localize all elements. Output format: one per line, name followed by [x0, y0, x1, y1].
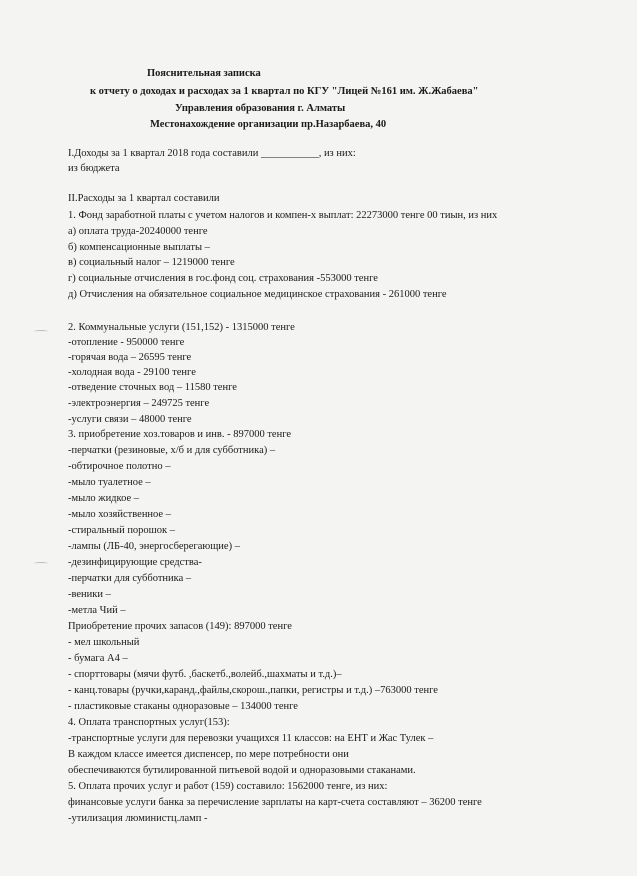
- text-line: а) оплата труда-20240000 тенге: [68, 226, 208, 237]
- text-line: II.Расходы за 1 квартал составили: [68, 193, 220, 204]
- text-line: -услуги связи – 48000 тенге: [68, 414, 192, 425]
- text-line: -стиральный порошок –: [68, 525, 175, 536]
- text-line: -горячая вода – 26595 тенге: [68, 352, 192, 363]
- text-line: -мыло жидкое –: [68, 493, 140, 504]
- text-line: -веники –: [68, 589, 111, 600]
- text-line: -электроэнергия – 249725 тенге: [68, 398, 210, 409]
- text-line: обеспечиваются бутилированной питьевой водой и одноразовыми стаканами.: [68, 765, 416, 776]
- text-line: -мыло хозяйственное –: [68, 509, 171, 520]
- text-line: -транспортные услуги для перевозки учащихся 11 классов: на ЕНТ и Жас Тулек –: [68, 733, 434, 744]
- doc-location: Местонахождение организации пр.Назарбаева, 40: [150, 119, 387, 130]
- text-line: -перчатки (резиновые, х/б и для субботника) –: [68, 445, 276, 456]
- text-line: - бумага А4 –: [68, 653, 128, 664]
- text-line: финансовые услуги банка за перечисление зарплаты на карт-счета составляют – 36200 тенге: [68, 797, 482, 808]
- text-line: В каждом классе имеется диспенсер, по мере потребности они: [68, 749, 349, 760]
- doc-subtitle: к отчету о доходах и расходах за 1 квартал по КГУ "Лицей №161 им. Ж.Жабаева": [90, 86, 479, 97]
- text-line: 1. Фонд заработной платы с учетом налогов и компен-х выплат: 22273000 тенге 00 тиын, из них: [68, 210, 498, 221]
- text-line: - спорттовары (мячи футб. ,баскетб.,волейб.,шахматы и т.д.)–: [68, 669, 342, 680]
- doc-department: Управления образования г. Алматы: [175, 103, 346, 114]
- text-line: 2. Коммунальные услуги (151,152) - 1315000 тенге: [68, 322, 295, 333]
- text-line: -обтирочное полотно –: [68, 461, 171, 472]
- text-line: г) социальные отчисления в гос.фонд соц. страхования -553000 тенге: [68, 273, 378, 284]
- text-line: -дезинфицирующие средства-: [68, 557, 202, 568]
- text-line: Приобретение прочих запасов (149): 897000 тенге: [68, 621, 292, 632]
- text-line: из бюджета: [68, 163, 120, 174]
- text-line: -утилизация люминистц.ламп -: [68, 813, 208, 824]
- text-line: -отведение сточных вод – 11580 тенге: [68, 382, 237, 393]
- text-line: 3. приобретение хоз.товаров и инв. - 897000 тенге: [68, 429, 292, 440]
- text-line: -холодная вода - 29100 тенге: [68, 367, 196, 378]
- text-line: б) компенсационные выплаты –: [68, 242, 210, 253]
- text-line: -лампы (ЛБ-40, энергосберегающие) –: [68, 541, 240, 552]
- text-line: 4. Оплата транспортных услуг(153):: [68, 717, 230, 728]
- text-line: - мел школьный: [68, 637, 140, 648]
- scan-mark: [34, 562, 48, 565]
- text-line: -мыло туалетное –: [68, 477, 151, 488]
- text-line: д) Отчисления на обязательное социальное медицинское страхования - 261000 тенге: [68, 289, 447, 300]
- text-line: 5. Оплата прочих услуг и работ (159) составило: 1562000 тенге, из них:: [68, 781, 388, 792]
- text-line: I.Доходы за 1 квартал 2018 года составили ___________, из них:: [68, 148, 356, 159]
- text-line: - канц.товары (ручки,каранд.,файлы,скорош.,папки, регистры и т.д.) –763000 тенге: [68, 685, 438, 696]
- text-line: в) социальный налог – 1219000 тенге: [68, 257, 235, 268]
- text-line: -перчатки для субботника –: [68, 573, 192, 584]
- scan-mark: [34, 330, 48, 333]
- text-line: -отопление - 950000 тенге: [68, 337, 185, 348]
- text-line: - пластиковые стаканы одноразовые – 134000 тенге: [68, 701, 298, 712]
- doc-title: Пояснительная записка: [147, 68, 261, 79]
- text-line: -метла Чий –: [68, 605, 126, 616]
